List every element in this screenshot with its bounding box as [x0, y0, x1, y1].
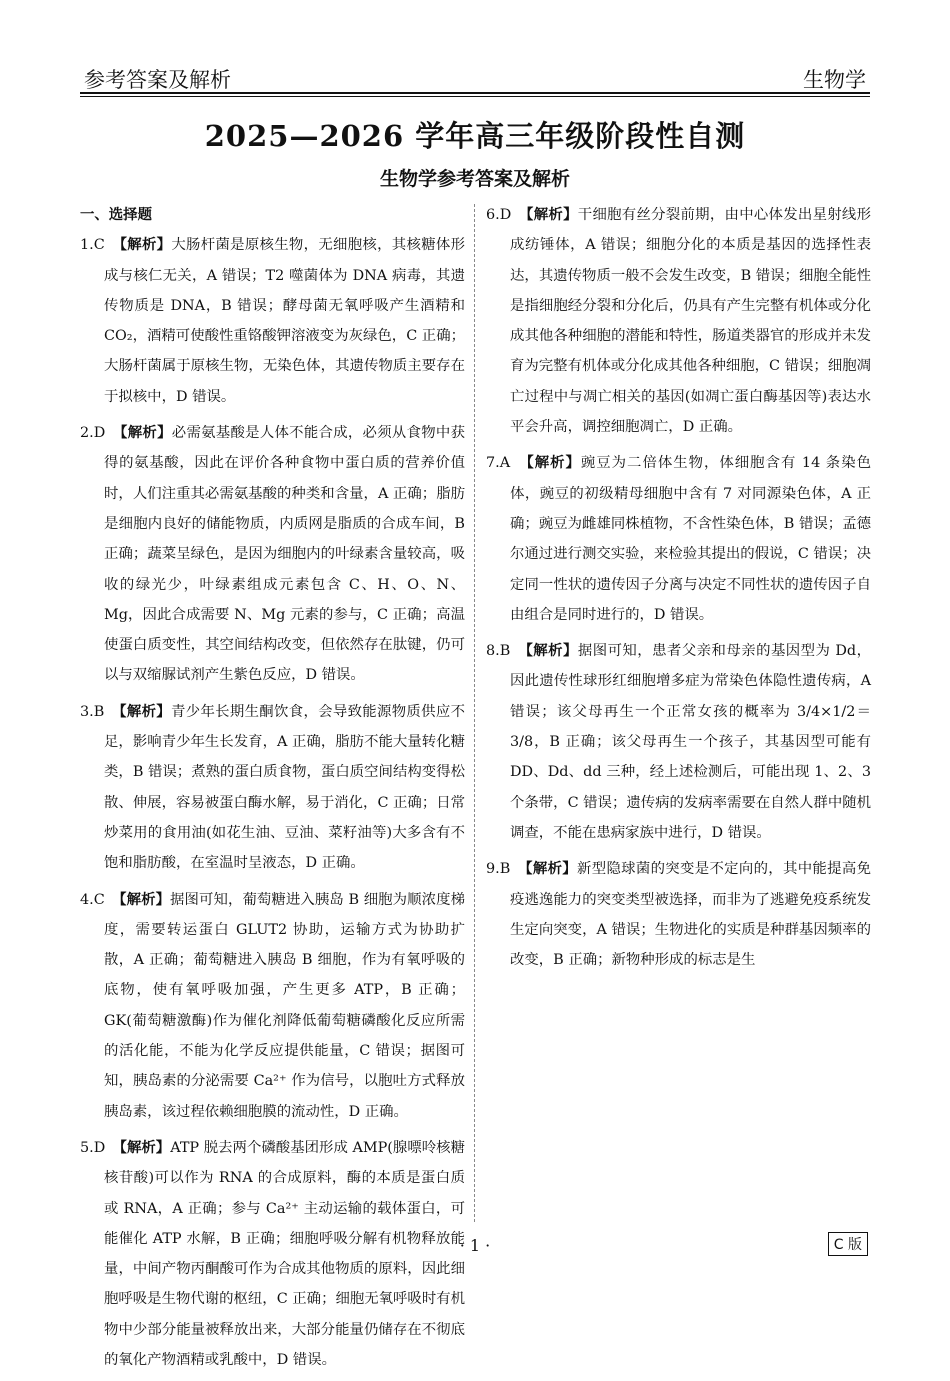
answer-text: 干细胞有丝分裂前期，由中心体发出星射线形成纺锤体，A 错误；细胞分化的本质是基因的选择性表达，其遗传物质一般不会发生改变，B 错误；细胞全能性是指细胞经分裂和分化后，仍具有产生完整有机体或分化成其他各种细胞的潜能和特性，肠道类器官的形成并未发育为完整有机体或分化成其他各种细胞，C 错误；细胞凋亡过程中与凋亡相关的基因(如凋亡蛋白酶基因等)表达水平会升高，调控细胞凋亡，D 正确。: [510, 207, 871, 436]
answer-number: 4.C: [80, 891, 105, 908]
answer-number: 7.A: [486, 455, 511, 472]
analysis-tag: 【解析】: [119, 1139, 171, 1156]
answer-text: 大肠杆菌是原核生物，无细胞核，其核糖体形成与核仁无关，A 错误；T2 噬菌体为 DNA 病毒，其遗传物质是 DNA，B 错误；酵母菌无氧呼吸产生酒精和 CO₂，酒精可使酸性重铬酸钾溶液变为灰绿色，C 正确；大肠杆菌属于原核生物，无染色体，其遗传物质主要存在于拟核中，D 错误。: [104, 237, 465, 405]
analysis-tag: 【解析】: [525, 861, 578, 878]
version-badge: C 版: [828, 1232, 868, 1256]
answer-item-2: [80, 418, 465, 691]
answer-text: 豌豆为二倍体生物，体细胞含有 14 条染色体，豌豆的初级精母细胞中含有 7 对同源染色体，A 正确；豌豆为雌雄同株植物，不含性染色体，B 错误；孟德尔通过进行测交实验，来检验其提出的假说，C 错误；决定同一性状的遗传因子分离与决定不同性状的遗传因子自由组合是同时进行的，D 错误。: [510, 455, 871, 623]
analysis-tag: 【解析】: [526, 455, 581, 472]
analysis-tag: 【解析】: [525, 643, 578, 660]
answer-number: 3.B: [80, 703, 105, 720]
answer-item-3: [80, 697, 465, 879]
column-divider: [474, 204, 475, 1222]
analysis-tag: 【解析】: [119, 237, 172, 254]
answer-number: 5.D: [80, 1139, 106, 1156]
page-title: 2025—2026 学年高三年级阶段性自测: [204, 119, 746, 153]
answer-text: 据图可知，患者父亲和母亲的基因型为 Dd，因此遗传性球形红细胞增多症为常染色体隐性遗传病，A 错误；该父母再生一个正常女孩的概率为 3/4×1/2＝3/8，B 正确；该父母再生一个孩子，其基因型可能有 DD、Dd、dd 三种，经上述检测后，可能出现 1、2、3 个条带，C 错误；遗传病的发病率需要在自然人群中随机调查，不能在患病家族中进行，D 错误。: [510, 643, 871, 841]
answer-item-8: [486, 636, 871, 848]
analysis-tag: 【解析】: [119, 703, 172, 720]
answer-item-6: [486, 200, 871, 442]
analysis-tag: 【解析】: [526, 207, 578, 223]
answer-text: 据图可知，葡萄糖进入胰岛 B 细胞为顺浓度梯度，需要转运蛋白 GLUT2 协助，运输方式为协助扩散，A 正确；葡萄糖进入胰岛 B 细胞，作为有氧呼吸的底物，使有氧呼吸加强，产生更多 ATP，B 正确；GK(葡萄糖激酶)作为催化剂降低葡萄糖磷酸化反应所需的活化能，不能为化学反应提供能量，C 错误；据图可知，胰岛素的分泌需要 Ca²⁺ 作为信号，以胞吐方式释放胰岛素，该过程依赖细胞膜的流动性，D 正确。: [104, 891, 465, 1120]
answer-text: 新型隐球菌的突变是不定向的，其中能提高免疫逃逸能力的突变类型被选择，而非为了逃避免疫系统发生定向突变，A 错误；生物进化的实质是种群基因频率的改变，B 正确；新物种形成的标志是生: [510, 861, 871, 969]
answer-number: 2.D: [80, 425, 106, 442]
answer-item-9: [486, 854, 871, 975]
left-column: [80, 200, 465, 1381]
header-rule: [80, 92, 870, 94]
analysis-tag: 【解析】: [119, 891, 171, 908]
right-column: [486, 200, 871, 981]
answer-item-7: [486, 448, 871, 630]
analysis-tag: 【解析】: [120, 425, 172, 442]
answer-item-1: [80, 230, 465, 412]
answer-text: 青少年长期生酮饮食，会导致能源物质供应不足，影响青少年生长发育，A 正确，脂肪不能大量转化糖类，B 错误；煮熟的蛋白质食物，蛋白质空间结构变得松散、伸展，容易被蛋白酶水解，易于消化，C 正确；日常炒菜用的食用油(如花生油、豆油、菜籽油等)大多含有不饱和脂肪酸，在室温时呈液态，D 正确。: [104, 703, 465, 872]
header-left-label: 参考答案及解析: [84, 68, 231, 92]
section-heading: 一、选择题: [80, 207, 152, 223]
page-number: · 1 ·: [459, 1236, 491, 1255]
answer-text: ATP 脱去两个磷酸基团形成 AMP(腺嘌呤核糖核苷酸)可以作为 RNA 的合成原料，酶的本质是蛋白质或 RNA，A 正确；参与 Ca²⁺ 主动运输的载体蛋白，可能催化 ATP 水解，B 正确；细胞呼吸分解有机物释放能量，中间产物丙酮酸可作为合成其他物质的原料，因此细胞呼吸是生物代谢的枢纽，C 正确；细胞无氧呼吸时有机物中少部分能量被释放出来，大部分能量仍储存在不彻底的氧化产物酒精或乳酸中，D 错误。: [104, 1139, 465, 1368]
answer-number: 1.C: [80, 237, 105, 254]
answer-number: 6.D: [486, 207, 512, 223]
page-subtitle: 生物学参考答案及解析: [379, 168, 570, 190]
header-right-label: 生物学: [803, 68, 866, 92]
answer-text: 必需氨基酸是人体不能合成，必须从食物中获得的氨基酸，因此在评价各种食物中蛋白质的营养价值时，人们注重其必需氨基酸的种类和含量，A 正确；脂肪是细胞内良好的储能物质，内质网是脂质的合成车间，B 正确；蔬菜呈绿色，是因为细胞内的叶绿素含量较高，吸收的绿光少，叶绿素组成元素包含 C、H、O、N、Mg，因此合成需要 N、Mg 元素的参与，C 正确；高温使蛋白质变性，其空间结构改变，但依然存在肽键，仍可以与双缩脲试剂产生紫色反应，D 错误。: [104, 425, 465, 684]
answer-number: 8.B: [486, 643, 511, 660]
answer-number: 9.B: [486, 861, 511, 878]
header-rule-thin: [80, 96, 870, 97]
answer-item-4: [80, 885, 465, 1127]
